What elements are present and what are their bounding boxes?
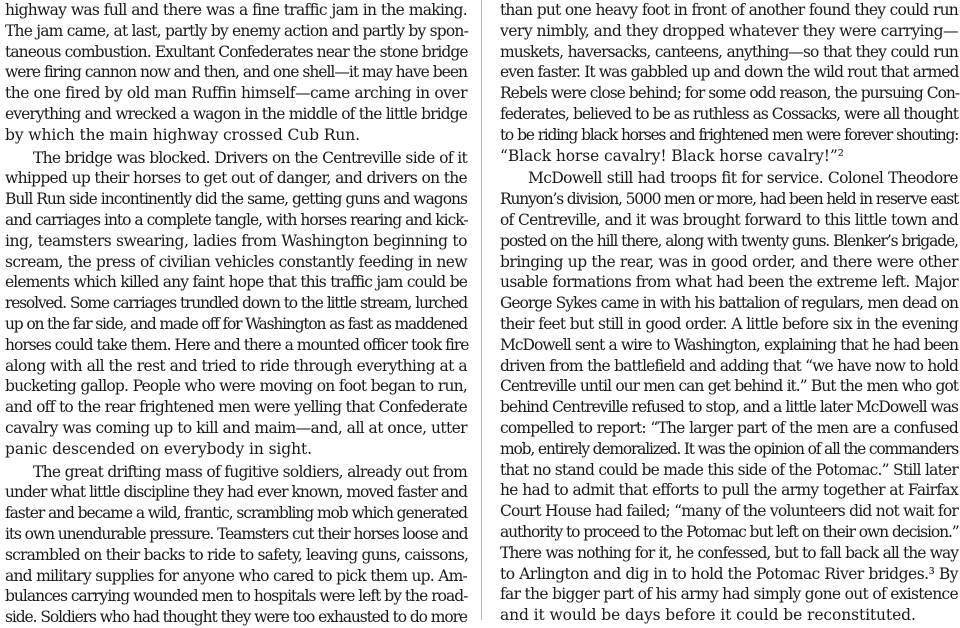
text-line: very nimbly, and they dropped whatever they were carrying— — [500, 21, 958, 40]
text-line: its own unendurable pressure. Teamsters cut their horses loose and — [5, 524, 468, 543]
text-line: There was nothing for it, he confessed, but to fall back all the way — [500, 543, 958, 562]
text-line: than put one heavy foot in front of another found they could run — [500, 1, 958, 19]
text-line: Rebels were close behind; for some odd reason, the pursuing Con- — [500, 84, 960, 103]
text-line: were firing cannon now and then, and one shell—it may have been — [5, 63, 467, 82]
text-line: bringing up the rear, was in good order, and there were other — [500, 252, 958, 271]
text-line: Bull Run side incontinently did the same, getting guns and wagons — [5, 190, 467, 209]
text-line: scream, the press of civilian vehicles constantly feeding in new — [5, 252, 467, 271]
left-text-column — [5, 0, 467, 628]
text-line: even faster. It was gabbled up and down the wild rout that armed — [500, 63, 959, 82]
text-line: that no stand could be made this side of the Potomac.” Still later — [500, 460, 958, 479]
text-line: Court House had failed; “many of the volunteers did not wait for — [500, 502, 958, 521]
text-line: the one fired by old man Ruffin himself—came arching in over — [5, 84, 467, 103]
paragraph-first-line: The great drifting mass of fugitive soldiers, already out from — [33, 462, 468, 481]
text-line: elements which killed any faint hope that this traffic jam could be — [5, 273, 467, 292]
text-line: ing, teamsters swearing, ladies from Washington beginning to — [5, 231, 467, 250]
text-line: usable formations from what had been the extreme left. Major — [500, 273, 958, 292]
text-line: taneous combustion. Exultant Confederates near the stone bridge — [5, 42, 468, 61]
text-line: and it would be days before it could be reconstituted. — [500, 606, 916, 625]
text-line: resolved. Some carriages trundled down to the little stream, lurched — [5, 294, 467, 313]
column-divider — [481, 0, 482, 620]
text-line: by which the main highway crossed Cub Run. — [5, 125, 360, 144]
text-line: faster and became a wild, frantic, scrambling mob which generated — [5, 504, 467, 523]
text-line: authority to proceed to the Potomac but left on their own decision.” — [500, 522, 959, 541]
paragraph-first-line: The bridge was blocked. Drivers on the Centreville side of it — [33, 148, 467, 167]
text-line: behind Centreville refused to stop, and a little later McDowell was — [500, 398, 958, 417]
text-line: mob, entirely demoralized. It was the opinion of all the commanders — [500, 439, 958, 458]
text-line: to be riding black horses and frightened men were forever shouting: — [500, 125, 958, 144]
text-line: along with all the rest and tried to ride through everything at a — [5, 356, 467, 375]
text-line: of Centreville, and it was brought forward to this little town and — [500, 210, 958, 229]
text-line: to Arlington and dig in to hold the Potomac River bridges.³ By — [500, 564, 958, 583]
text-line: and off to the rear frightened men were yelling that Confederate — [5, 398, 467, 417]
text-line: their feet but still in good order. A little before six in the evening — [500, 314, 958, 333]
text-line: far the bigger part of his army had simply gone out of existence — [500, 585, 958, 604]
text-line: he had to admit that efforts to pull the army together at Fairfax — [500, 481, 958, 500]
text-line: Runyon’s division, 5000 men or more, had been held in reserve east — [500, 190, 958, 209]
paragraph-first-line: McDowell still had troops fit for service. Colonel Theodore — [528, 169, 958, 188]
text-line: “Black horse cavalry! Black horse cavalry!”² — [500, 146, 844, 165]
text-line: federates, believed to be as ruthless as Cossacks, were all thought — [500, 104, 958, 123]
text-line: cavalry was coming up to kill and maim—and, all at once, utter — [5, 418, 467, 437]
text-line: everything and wrecked a wagon in the middle of the little bridge — [5, 104, 467, 123]
text-line: and carriages into a complete tangle, with horses rearing and kick- — [5, 210, 468, 229]
text-line: muskets, haversacks, canteens, anything—so that they could run — [500, 42, 958, 61]
text-line: bucketing gallop. People who were moving on foot began to run, — [5, 377, 467, 396]
text-line: horses could take them. Here and there a mounted officer took fire — [5, 335, 469, 354]
text-line: George Sykes came in with his battalion of regulars, men dead on — [500, 294, 958, 313]
text-line: highway was full and there was a fine traffic jam in the making. — [5, 1, 467, 19]
text-line: posted on the hill there, along with twenty guns. Blenker’s brigade, — [500, 231, 958, 250]
text-line: whipped up their horses to get out of danger, and drivers on the — [5, 169, 467, 188]
right-text-column — [500, 0, 958, 626]
text-line: up on the far side, and made off for Washington as fast as maddened — [5, 314, 467, 333]
text-line: scrambled on their backs to ride to safety, leaving guns, caissons, — [5, 545, 469, 564]
text-line: and military supplies for anyone who cared to pick them up. Am- — [5, 566, 467, 585]
text-line: compelled to report: “The larger part of the men are a confused — [500, 418, 958, 437]
text-line: bulances carrying wounded men to hospitals were left by the road- — [5, 587, 468, 606]
text-line: Centreville until our men can get behind it.” But the men who got — [500, 377, 958, 396]
text-line: driven from the battlefield and adding that “we have now to hold — [500, 356, 958, 375]
text-line: McDowell sent a wire to Washington, explaining that he had been — [500, 335, 958, 354]
text-line: panic descended on everybody in sight. — [5, 439, 312, 458]
text-line: under what little discipline they had ever known, moved faster and — [5, 483, 467, 502]
text-line: The jam came, at last, partly by enemy action and partly by spon- — [5, 21, 469, 40]
text-line: side. Soldiers who had thought they were too exhausted to do more — [5, 608, 467, 627]
